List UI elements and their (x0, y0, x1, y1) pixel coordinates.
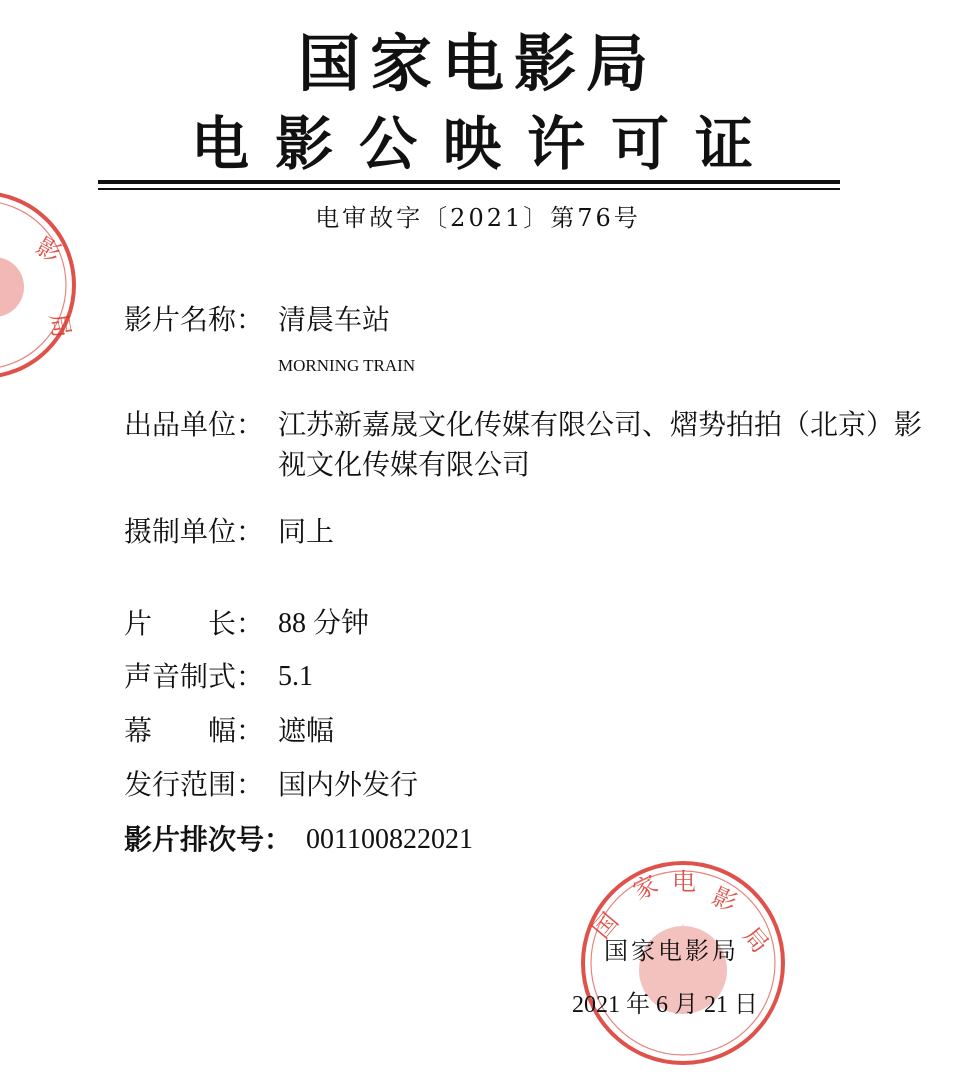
seal-char-2: 家 (628, 869, 663, 906)
duration-label-a: 片 (124, 607, 208, 640)
film-english-title: MORNING TRAIN (278, 356, 416, 375)
film-name-value: 清晨车站 (278, 303, 391, 336)
producer-value: 江苏新嘉晟文化传媒有限公司、熠势拍拍（北京）影视文化传媒有限公司 (278, 408, 923, 481)
serial-number-label: 影片排次号： (124, 823, 293, 856)
screen-format-value: 遮幅 (278, 714, 335, 747)
footer-issuer: 国家电影局 (604, 937, 739, 965)
sound-format-label: 声音制式： (124, 660, 265, 693)
distribution-scope-value: 国内外发行 (278, 768, 419, 801)
edge-seal-char-2: 局 (44, 311, 76, 340)
screen-format-label-b: 幅 (207, 714, 236, 747)
producer-label: 出品单位： (124, 408, 265, 441)
seal-char-4: 影 (707, 882, 742, 918)
edge-seal-emblem (0, 257, 24, 317)
header-divider-thin (98, 188, 840, 190)
seal-char-3: 电 (672, 868, 696, 896)
issuer-title: 国家电影局 (297, 27, 658, 100)
screen-format-label-a: 幕 (124, 714, 208, 747)
header-divider-thick (98, 180, 840, 184)
seal-char-5: 局 (737, 921, 775, 959)
screen-format-label (124, 711, 264, 751)
issue-date: 2021 年 6 月 21 日 (572, 992, 758, 1018)
duration-label (124, 604, 264, 644)
duration-value: 88 分钟 (278, 608, 370, 639)
film-name-label: 影片名称： (124, 303, 265, 336)
serial-number-value: 001100822021 (306, 824, 473, 855)
document-title: 电影公映许可证 (190, 110, 779, 178)
sound-format-value: 5.1 (278, 661, 313, 692)
filming-unit-value: 同上 (278, 515, 335, 548)
screen-format-label-colon: ： (236, 714, 265, 747)
distribution-scope-label: 发行范围： (124, 768, 265, 801)
document-number: 电审故字〔2021〕第76号 (315, 204, 641, 232)
duration-label-colon: ： (236, 607, 265, 640)
edge-seal-char-1: 影 (31, 231, 66, 269)
seal-char-1: 国 (587, 907, 625, 944)
filming-unit-label: 摄制单位： (124, 515, 265, 548)
duration-label-b: 长 (207, 607, 236, 640)
